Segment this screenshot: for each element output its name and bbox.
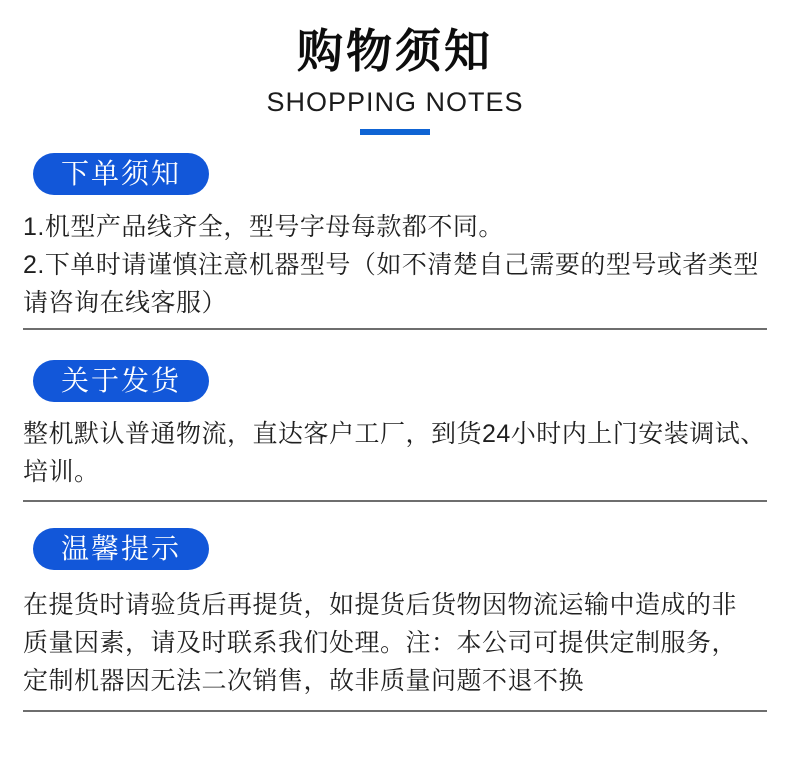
order-notes-text [23,208,767,322]
section-divider [23,710,767,712]
warm-tips-line-2: 质量因素，请及时联系我们处理。注：本公司可提供定制服务， [23,629,738,657]
warm-tips-text [23,586,767,700]
order-notes-line-2: 2.下单时请谨慎注意机器型号（如不清楚自己需要的型号或者类型 [23,251,759,279]
badge-order-notes: 下单须知 [33,153,209,195]
badge-shipping: 关于发货 [33,360,209,402]
warm-tips-line-1: 在提货时请验货后再提货，如提货后货物因物流运输中造成的非 [23,591,738,619]
shipping-line-1: 整机默认普通物流，直达客户工厂，到货24小时内上门安装调试、 [23,420,766,448]
page-subtitle: SHOPPING NOTES [266,87,524,117]
section-shipping [0,330,790,491]
section-warm-tips [0,502,790,700]
shipping-text [23,415,767,491]
shipping-line-2: 培训。 [23,458,100,486]
page-header [0,26,790,135]
badge-warm-tips: 温馨提示 [33,528,209,570]
section-order-notes [0,135,790,322]
warm-tips-line-3: 定制机器因无法二次销售，故非质量问题不退不换 [23,667,585,695]
order-notes-line-1: 1.机型产品线齐全，型号字母每款都不同。 [23,213,504,241]
order-notes-line-3: 请咨询在线客服） [23,289,228,317]
page-title: 购物须知 [297,25,493,77]
